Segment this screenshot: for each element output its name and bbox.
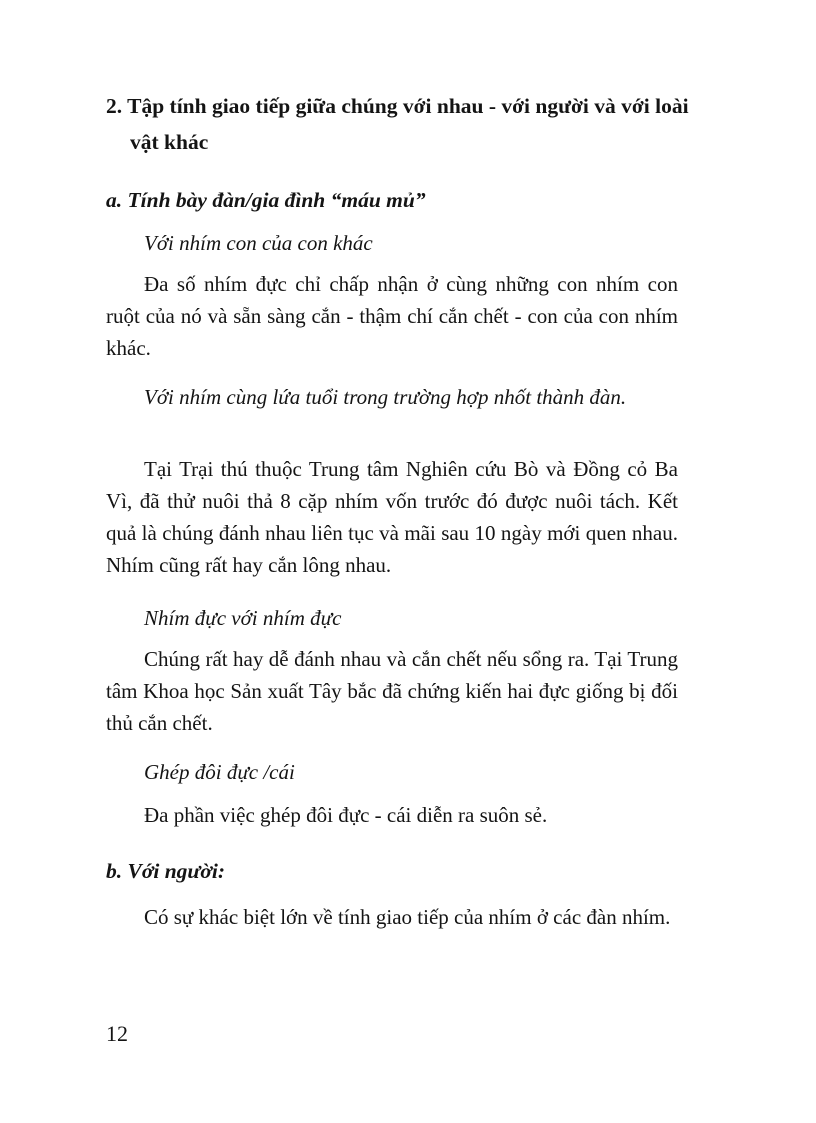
case-title-4: Ghép đôi đực /cái: [144, 760, 295, 784]
case-title-2: Với nhím cùng lứa tuổi trong trường hợp nhốt thành đàn.: [144, 385, 627, 409]
paragraph-4: Đa phần việc ghép đôi đực - cái diễn ra suôn sẻ.: [144, 803, 548, 827]
subsection-a-title: a. Tính bày đàn/gia đình “máu mủ”: [106, 188, 426, 212]
case-title-3: Nhím đực với nhím đực: [144, 606, 342, 630]
case-title-1: Với nhím con của con khác: [144, 231, 373, 255]
paragraph-3: Chúng rất hay dễ đánh nhau và cắn chết nếu sổng ra. Tại Trung tâm Khoa học Sản xuất Tây bắc đã chứng kiến hai đực giống bị đối thủ cắn chết.: [106, 647, 678, 735]
subsection-b-title: b. Với người:: [106, 859, 225, 883]
paragraph-2: Tại Trại thú thuộc Trung tâm Nghiên cứu Bò và Đồng cỏ Ba Vì, đã thử nuôi thả 8 cặp nhím vốn trước đó được nuôi tách. Kết quả là chúng đánh nhau liên tục và mãi sau 10 ngày mới quen nhau. Nhím cũng rất hay cắn lông nhau.: [106, 457, 678, 577]
paragraph-1: Đa số nhím đực chỉ chấp nhận ở cùng những con nhím con ruột của nó và sẵn sàng cắn - thậm chí cắn chết - con của con nhím khác.: [106, 272, 678, 360]
paragraph-5: Có sự khác biệt lớn về tính giao tiếp của nhím ở các đàn nhím.: [144, 905, 671, 929]
page-number: 12: [106, 1021, 128, 1046]
section-heading: 2. Tập tính giao tiếp giữa chúng với nhau - với người và với loài vật khác: [106, 94, 689, 154]
